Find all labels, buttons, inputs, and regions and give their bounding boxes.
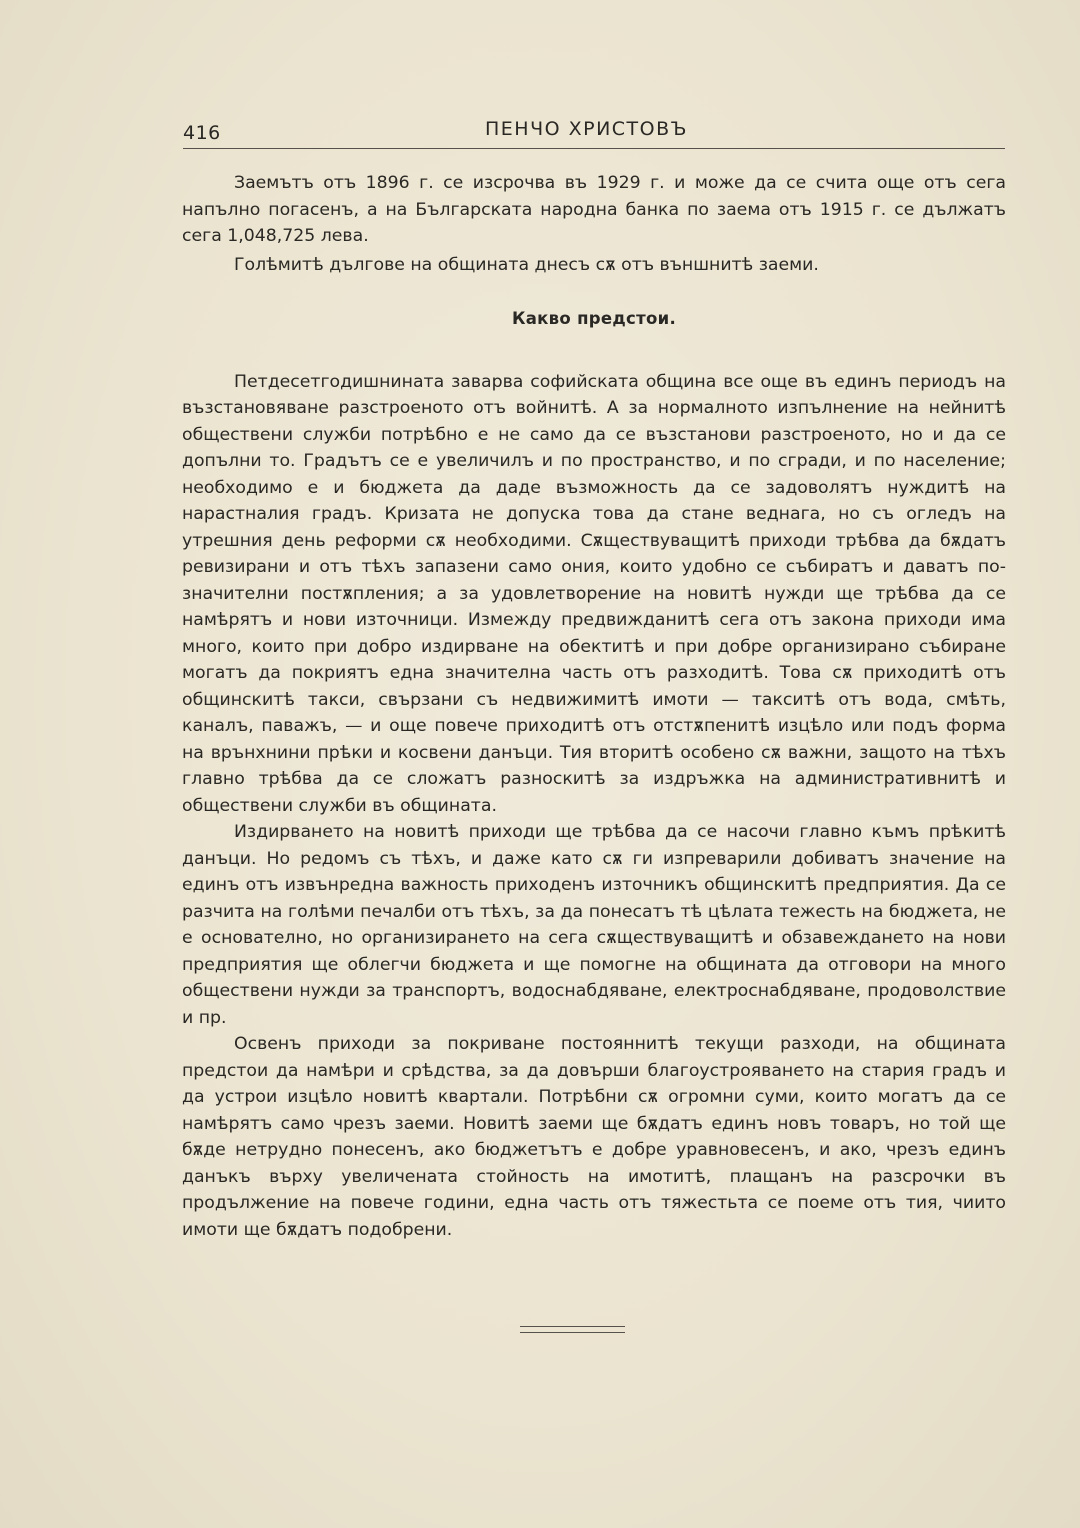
header-rule [183,148,1005,149]
page-header [183,118,1005,148]
page-number: 416 [183,122,221,144]
paragraph-new-revenues: Издирването на новитѣ приходи ще трѣбва да се насочи главно къмъ прѣкитѣ данъци. Но редомъ съ тѣхъ, и даже като сѫ ги изпреварили добиватъ значение на единъ отъ извънредна важность приходенъ източникъ общинскитѣ предприятия. Да се разчита на голѣми печалби отъ тѣхъ, за да понесатъ тѣ цѣлата тежесть на бюджета, не е основателно, но организирането на сега сѫществуващитѣ и обзавеждането на нови предприятия ще облегчи бюджета и ще помогне на общината да отговори на много обществени нужди за транспортъ, водоснабдяване, електроснабдяване, продоволствие и пр. [182,822,1006,1028]
running-head: ПЕНЧО ХРИСТОВЪ [485,118,688,140]
paragraph-foreign-debts: Голѣмитѣ дългове на общината днесъ сѫ отъ външнитѣ заеми. [234,254,819,275]
paragraph-loan-1896: Заемътъ отъ 1896 г. се изсрочва въ 1929 г. и може да се счита още отъ сега напълно погасенъ, а на Българската народна банка по заема отъ 1915 г. се дължатъ сега 1,048,725 лева. [182,173,1006,246]
body-text [182,170,1006,1243]
paragraph-anniversary: Петдесетгодишнината заварва софийската община все още въ единъ периодъ на възстановяване разстроеното отъ войнитѣ. А за нормалното изпълнение на нейнитѣ обществени служби потрѣбно е не само да се възстанови разстроеното, но и да се допълни то. Градътъ се е увеличилъ и по пространство, и по сгради, и по население; необходимо е и бюджета да даде възможность да се задоволятъ нуждитѣ на нарастналия градъ. Кризата не допуска това да стане веднага, но съ огледъ на утрешния день реформи сѫ необходими. Сѫществуващитѣ приходи трѣбва да бѫдатъ ревизирани и отъ тѣхъ запазени само ония, които удобно се събиратъ и даватъ по-значителни постѫпления; а за удовлетворение на новитѣ нужди ще трѣбва да се намѣрятъ и нови източници. Измежду предвижданитѣ сега отъ закона приходи има много, които при добро издирване на обектитѣ и при добре организирано събиране могатъ да покриятъ една значителна часть отъ разходитѣ. Това сѫ приходитѣ отъ общинскитѣ такси, свързани съ недвижимитѣ имоти — такситѣ отъ вода, смѣть, каналъ, паважъ, — и още повече приходитѣ отъ отстѫпенитѣ изцѣло или подъ форма на врънхнини прѣки и косвени данъци. Тия вторитѣ особено сѫ важни, защото на тѣхъ главно трѣбва да се сложатъ разноскитѣ за издръжка на административнитѣ и обществени служби въ общината. [182,371,1006,816]
paragraph-loans: Освенъ приходи за покриване постояннитѣ текущи разходи, на общината предстои да намѣри и срѣдства, за да довърши благоустрояването на стария градъ и да устрои изцѣло новитѣ квартали. Потрѣбни сѫ огромни суми, които могатъ да се намѣрятъ само чрезъ заеми. Новитѣ заеми ще бѫдатъ единъ новъ товаръ, но той ще бѫде нетрудно понесенъ, ако бюджетътъ е добре уравновесенъ, и ако, чрезъ единъ данъкъ върху увеличената стойность на имотитѣ, плащанъ на разсрочки въ продължение на повече години, една часть отъ тяжестьта се поеме отъ тия, чиито имоти ще бѫдатъ подобрени. [182,1034,1006,1240]
end-rule [520,1326,625,1333]
section-title: Какво предстои. [511,309,677,328]
